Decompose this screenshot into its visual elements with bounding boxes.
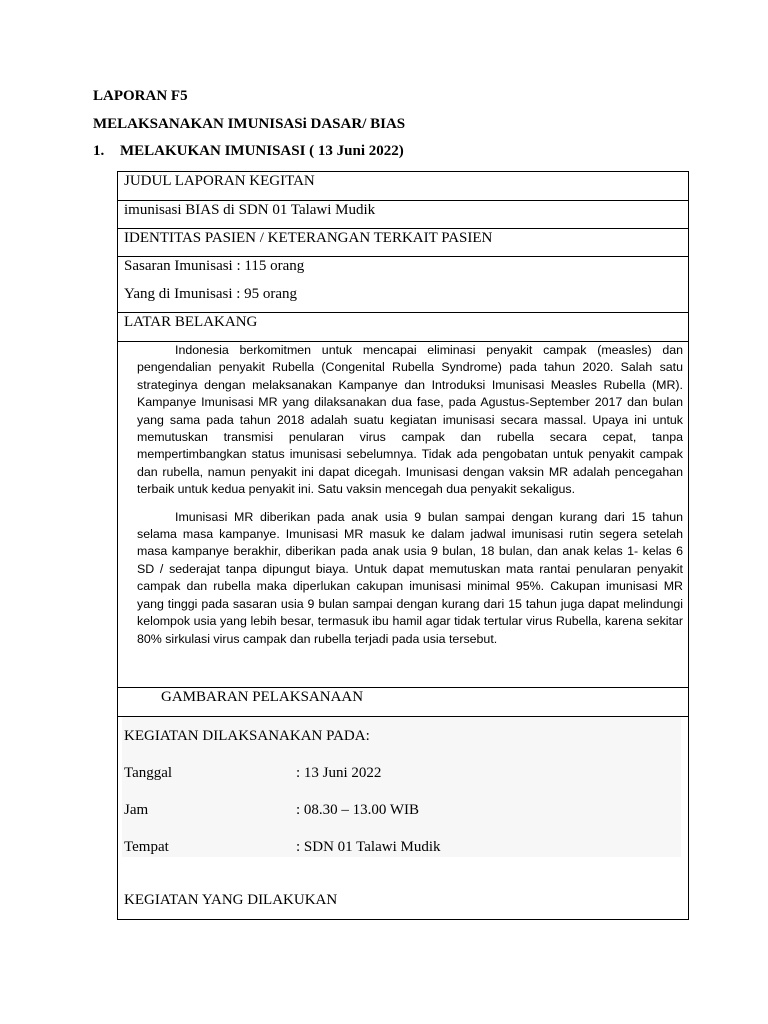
jumlah-diimunisasi: Yang di Imunisasi : 95 orang xyxy=(124,286,298,302)
gambaran-label: GAMBARAN PELAKSANAAN xyxy=(161,689,364,705)
row-latar-text xyxy=(118,342,688,688)
row-identitas-label xyxy=(118,229,688,257)
latar-paragraph-1: Indonesia berkomitmen untuk mencapai eliminasi penyakit campak (measles) dan pengendalian penyakit Rubella (Congenital Rubella Syndrome) pada tahun 2020. Salah satu strateginya dengan melaksanakan Kampanye dan Introduksi Imunisasi Measles Rubella (MR). Kampanye Imunisasi MR yang dilaksanakan dua fase, pada Agustus-September 2017 dan bulan yang sama pada tahun 2018 adalah suatu kegiatan imunisasi secara massal. Upaya ini untuk memutuskan transmisi penularan virus campak dan rubella secara cepat, tanpa mempertimbangkan status imunisasi sebelumnya. Tidak ada pengobatan untuk penyakit campak dan rubella, namun penyakit ini dapat dicegah. Imunisasi dengan vaksin MR adalah pencegahan terbaik untuk kedua penyakit ini. Satu vaksin mencegah dua penyakit sekaligus. xyxy=(137,343,683,497)
section-title: MELAKUKAN IMUNISASI ( 13 Juni 2022) xyxy=(120,143,404,159)
jam-value: : 08.30 – 13.00 WIB xyxy=(296,802,420,818)
latar-label: LATAR BELAKANG xyxy=(124,314,258,330)
tempat-label: Tempat xyxy=(124,839,169,855)
row-latar-label xyxy=(118,313,688,342)
jam-label: Jam xyxy=(124,802,149,818)
report-title: LAPORAN F5 xyxy=(93,88,188,104)
latar-paragraph-2: Imunisasi MR diberikan pada anak usia 9 bulan sampai dengan kurang dari 15 tahun selama masa kampanye. Imunisasi MR masuk ke dalam jadwal imunisasi rutin segera setelah masa kampanye berakhir, diberikan pada anak usia 9 bulan, 18 bulan, dan anak kelas 1- kelas 6 SD / sederajat tanpa dipungut biaya. Untuk dapat memutuskan mata rantai penularan penyakit campak dan rubella maka diperlukan cakupan imunisasi minimal 95%. Cakupan imunisasi MR yang tinggi pada sasaran usia 9 bulan sampai dengan kurang dari 15 tahun juga dapat melindungi kelompok usia yang lebih besar, termasuk ibu hamil agar tidak tertular virus Rubella, karena sekitar 80% sirkulasi virus campak dan rubella terjadi pada usia tersebut. xyxy=(137,509,683,646)
row-judul-value xyxy=(118,201,688,229)
row-identitas-value xyxy=(118,257,688,313)
judul-value: imunisasi BIAS di SDN 01 Talawi Mudik xyxy=(124,202,376,218)
tanggal-value: : 13 Juni 2022 xyxy=(296,765,382,781)
row-gambaran-detail xyxy=(118,717,688,921)
tanggal-label: Tanggal xyxy=(124,765,173,781)
kegiatan-dilakukan-label: KEGIATAN YANG DILAKUKAN xyxy=(124,892,338,908)
section-number: 1. xyxy=(93,143,105,159)
tempat-value: : SDN 01 Talawi Mudik xyxy=(296,839,441,855)
row-judul-label xyxy=(118,172,688,201)
report-subtitle: MELAKSANAKAN IMUNISASi DASAR/ BIAS xyxy=(93,116,406,132)
row-gambaran-label xyxy=(118,688,688,717)
report-table xyxy=(117,171,689,920)
kegiatan-pada-label: KEGIATAN DILAKSANAKAN PADA: xyxy=(124,728,370,744)
latar-belakang-text xyxy=(137,342,683,648)
identitas-label: IDENTITAS PASIEN / KETERANGAN TERKAIT PASIEN xyxy=(124,230,493,246)
judul-label: JUDUL LAPORAN KEGITAN xyxy=(124,173,315,189)
section-heading xyxy=(93,143,404,160)
sasaran-imunisasi: Sasaran Imunisasi : 115 orang xyxy=(124,258,305,274)
